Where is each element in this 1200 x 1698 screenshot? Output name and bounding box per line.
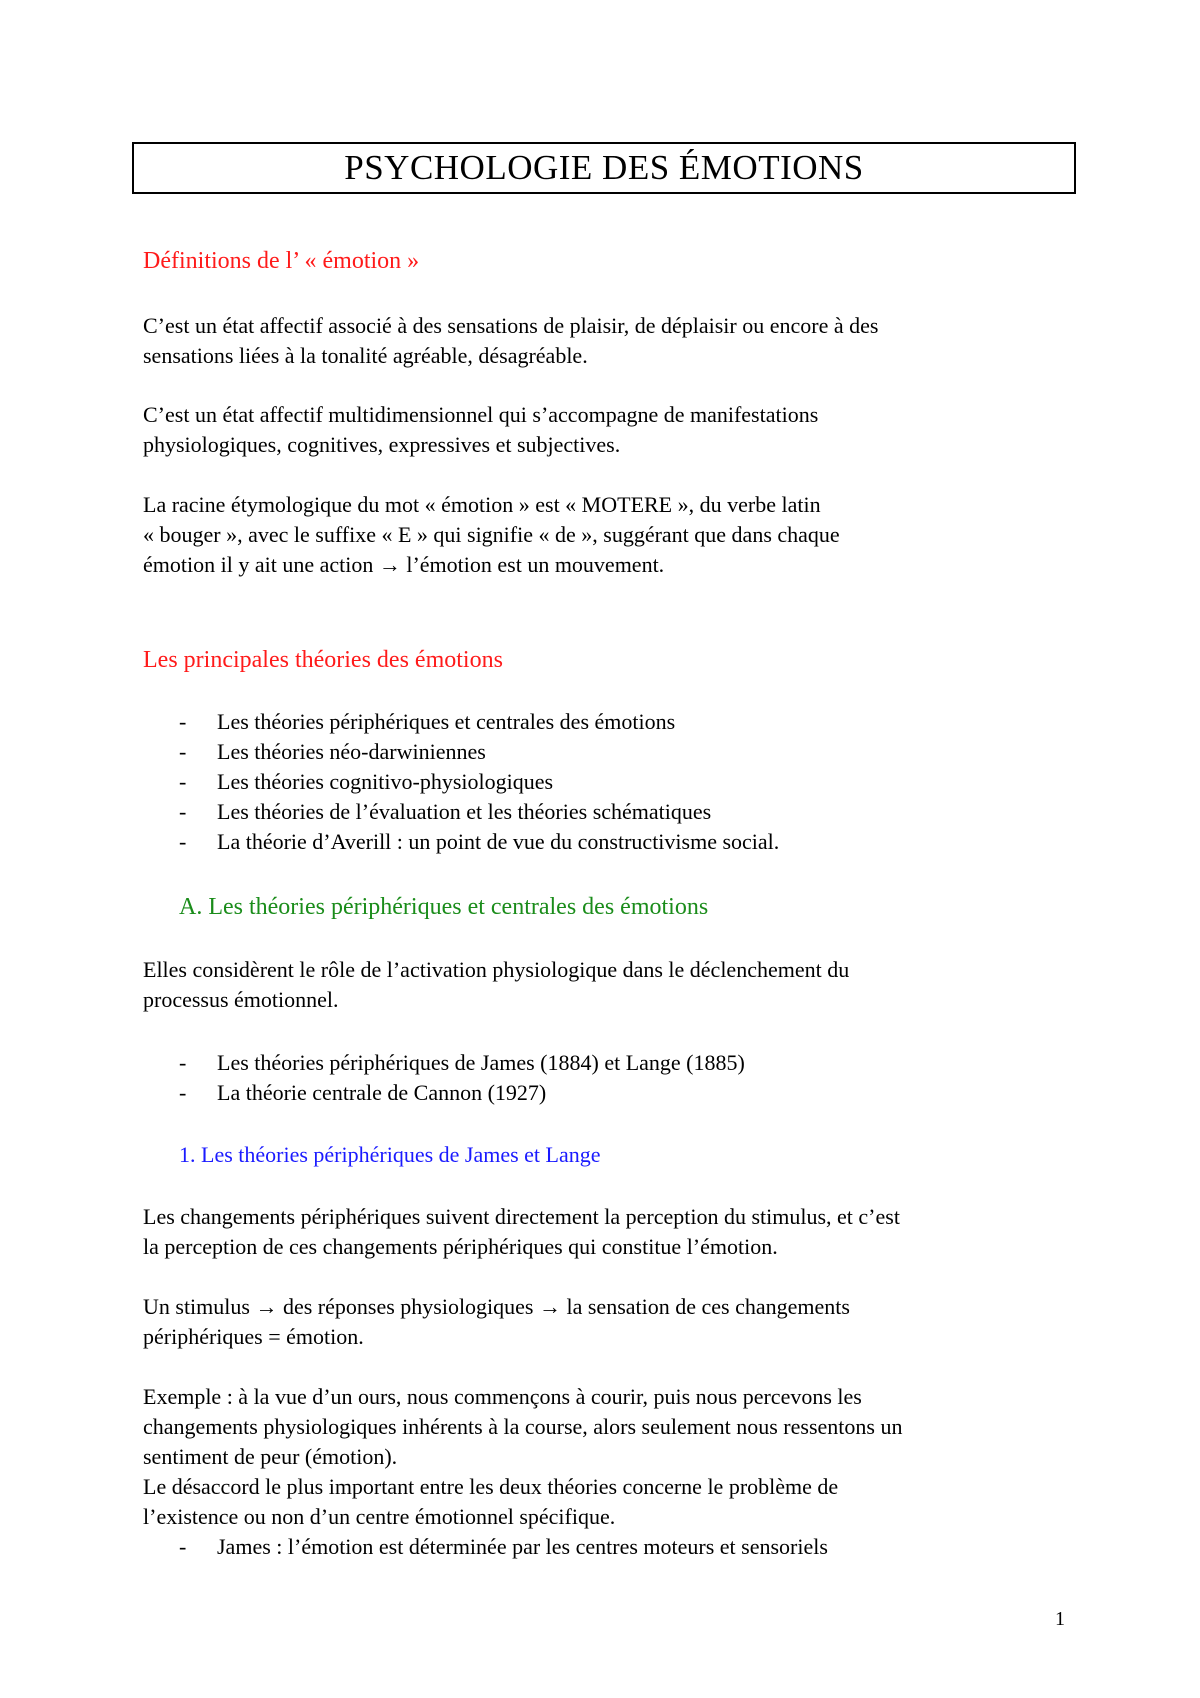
- document-title: PSYCHOLOGIE DES ÉMOTIONS: [132, 142, 1076, 194]
- list-item: - Les théories néo-darwiniennes: [179, 737, 486, 767]
- paragraph-line: « bouger », avec le suffixe « E » qui signifie « de », suggérant que dans chaque: [143, 522, 840, 547]
- paragraph-line: processus émotionnel.: [143, 987, 339, 1012]
- paragraph-line: C’est un état affectif associé à des sensations de plaisir, de déplaisir ou encore à des: [143, 313, 879, 338]
- paragraph-line: sentiment de peur (émotion).: [143, 1444, 398, 1469]
- list-bullet: -: [179, 739, 187, 764]
- paragraph-line: Les changements périphériques suivent directement la perception du stimulus, et c’est: [143, 1204, 900, 1229]
- list-item: - La théorie centrale de Cannon (1927): [179, 1078, 546, 1108]
- paragraph-line: sensations liées à la tonalité agréable, désagréable.: [143, 343, 588, 368]
- list-bullet: -: [179, 709, 187, 734]
- list-bullet: -: [179, 1050, 187, 1075]
- paragraph-line: la perception de ces changements périphériques qui constitue l’émotion.: [143, 1234, 778, 1259]
- list-bullet: -: [179, 1080, 187, 1105]
- paragraph-line: émotion il y ait une action → l’émotion est un mouvement.: [143, 552, 665, 577]
- list-item: - Les théories cognitivo-physiologiques: [179, 767, 553, 797]
- list-bullet: -: [179, 1534, 187, 1559]
- section-heading-theories: Les principales théories des émotions: [143, 647, 503, 673]
- list-item: - James : l’émotion est déterminée par les centres moteurs et sensoriels: [179, 1532, 828, 1562]
- list-item: - La théorie d’Averill : un point de vue du constructivisme social.: [179, 827, 779, 857]
- list-bullet: -: [179, 829, 187, 854]
- list-bullet: -: [179, 769, 187, 794]
- paragraph-line: changements physiologiques inhérents à la course, alors seulement nous ressentons un: [143, 1414, 903, 1439]
- paragraph-line: Exemple : à la vue d’un ours, nous commençons à courir, puis nous percevons les: [143, 1384, 862, 1409]
- paragraph-line: périphériques = émotion.: [143, 1324, 364, 1349]
- page-number: 1: [1055, 1608, 1065, 1630]
- list-bullet: -: [179, 799, 187, 824]
- section-heading-definitions: Définitions de l’ « émotion »: [143, 248, 420, 274]
- paragraph-line: Le désaccord le plus important entre les deux théories concerne le problème de: [143, 1474, 839, 1499]
- subsection-heading-a: A. Les théories périphériques et centrales des émotions: [179, 894, 709, 920]
- list-item: - Les théories de l’évaluation et les théories schématiques: [179, 797, 711, 827]
- list-item: - Les théories périphériques de James (1884) et Lange (1885): [179, 1048, 745, 1078]
- paragraph-line: La racine étymologique du mot « émotion » est « MOTERE », du verbe latin: [143, 492, 821, 517]
- paragraph-line: Un stimulus → des réponses physiologiques → la sensation de ces changements: [143, 1294, 850, 1319]
- subsection-heading-1: 1. Les théories périphériques de James et Lange: [179, 1142, 601, 1167]
- paragraph-line: C’est un état affectif multidimensionnel qui s’accompagne de manifestations: [143, 402, 819, 427]
- paragraph-line: l’existence ou non d’un centre émotionnel spécifique.: [143, 1504, 616, 1529]
- paragraph-line: Elles considèrent le rôle de l’activation physiologique dans le déclenchement du: [143, 957, 850, 982]
- list-item: - Les théories périphériques et centrales des émotions: [179, 707, 675, 737]
- paragraph-line: physiologiques, cognitives, expressives et subjectives.: [143, 432, 621, 457]
